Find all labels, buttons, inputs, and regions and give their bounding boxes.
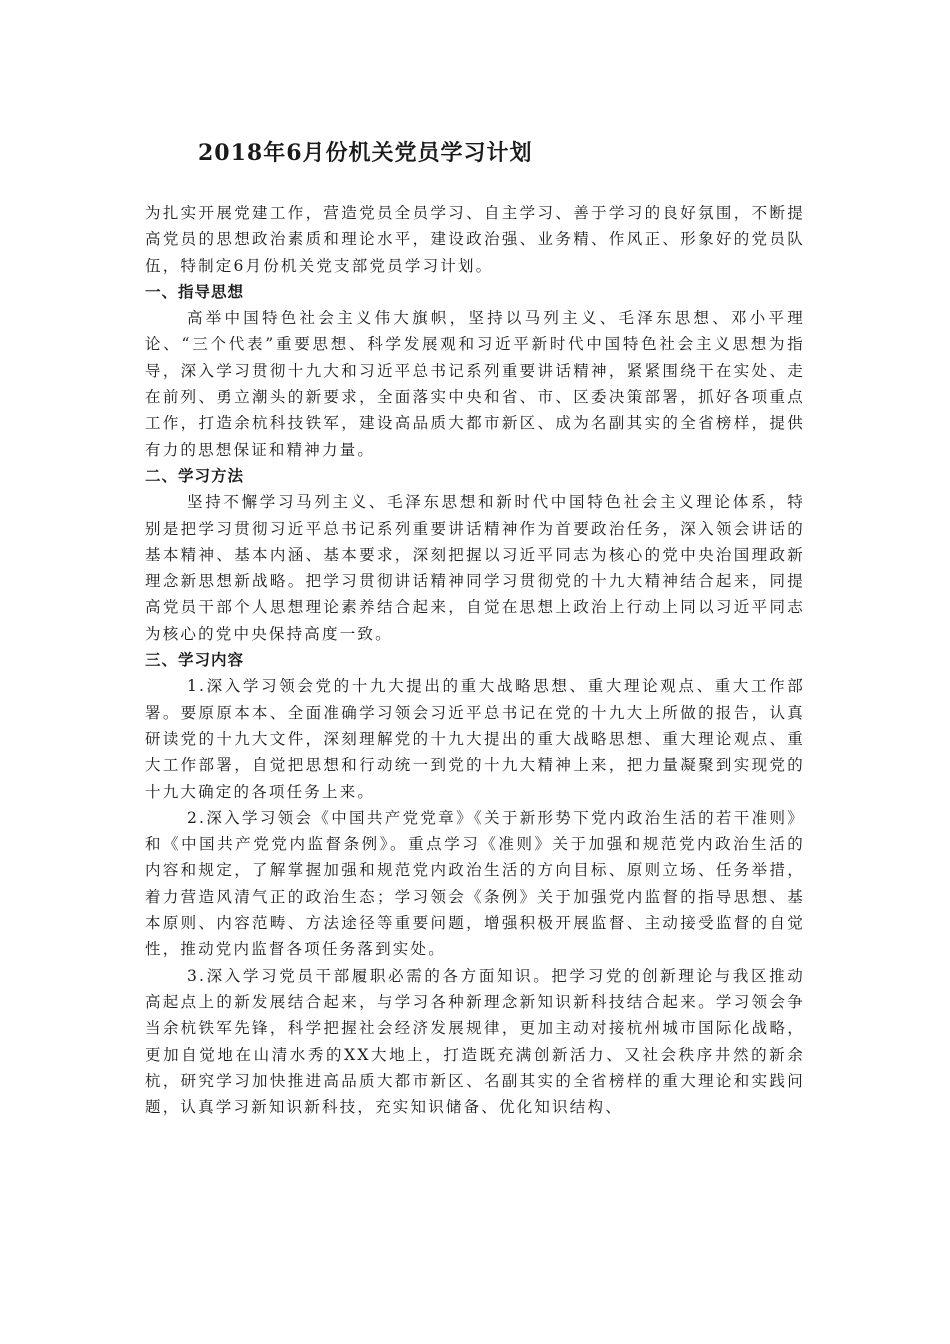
section-heading: 一、指导思想 [145,282,245,301]
section-paragraph: 3.深入学习党员干部履职必需的各方面知识。把学习党的创新理论与我区推动高起点上的新发展结合起来，与学习各种新理念新知识新科技结合起来。学习领会争当余杭铁军先锋，科学把握社会经济发展规律，更加主动对接杭州城市国际化战略，更加自觉地在山清水秀的XX大地上，打造既充满创新活力、又社会秩序井然的新余杭，研究学习加快推进高品质大都市新区、名副其实的全省榜样的重大理论和实践问题，认真学习新知识新科技，充实知识储备、优化知识结构、 [145,966,805,1117]
section-study-content [145,647,805,1120]
document-title: 2018年6月份机关党员学习计划 [198,140,533,166]
section-heading: 三、学习内容 [145,651,245,670]
document-body [145,200,805,1120]
section-guiding-ideology [145,279,805,463]
section-study-method [145,463,805,647]
intro-paragraph: 为扎实开展党建工作，营造党员全员学习、自主学习、善于学习的良好氛围，不断提高党员的思想政治素质和理论水平，建设政治强、业务精、作风正、形象好的党员队伍，特制定6月份机关党支部党员学习计划。 [145,204,805,275]
section-paragraph: 1.深入学习领会党的十九大提出的重大战略思想、重大理论观点、重大工作部署。要原原本本、全面准确学习领会习近平总书记在党的十九大上所做的报告，认真研读党的十九大文件，深刻理解党的十九大提出的重大战略思想、重大理论观点、重大工作部署，自觉把思想和行动统一到党的十九大精神上来，把力量凝聚到实现党的十九大确定的各项任务上来。 [145,677,805,801]
section-paragraph: 坚持不懈学习马列主义、毛泽东思想和新时代中国特色社会主义理论体系，特别是把学习贯彻习近平总书记系列重要讲话精神作为首要政治任务，深入领会讲话的基本精神、基本内涵、基本要求，深刻把握以习近平同志为核心的党中央治国理政新理念新思想新战略。把学习贯彻讲话精神同学习贯彻党的十九大精神结合起来，同提高党员干部个人思想理论素养结合起来，自觉在思想上政治上行动上同以习近平同志为核心的党中央保持高度一致。 [145,493,805,643]
section-paragraph: 2.深入学习领会《中国共产党党章》《关于新形势下党内政治生活的若干准则》和《中国共产党党内监督条例》。重点学习《准则》关于加强和规范党内政治生活的内容和规定，了解掌握加强和规范党内政治生活的方向目标、原则立场、任务举措，着力营造风清气正的政治生态；学习领会《条例》关于加强党内监督的指导思想、基本原则、内容范畴、方法途径等重要问题，增强积极开展监督、主动接受监督的自觉性，推动党内监督各项任务落到实处。 [145,808,805,959]
section-paragraph: 高举中国特色社会主义伟大旗帜，坚持以马列主义、毛泽东思想、邓小平理论、“三个代表”重要思想、科学发展观和习近平新时代中国特色社会主义思想为指导，深入学习贯彻十九大和习近平总书记系列重要讲话精神，紧紧围绕干在实处、走在前列、勇立潮头的新要求，全面落实中央和省、市、区委决策部署，抓好各项重点工作，打造余杭科技铁军，建设高品质大都市新区、成为名副其实的全省榜样，提供有力的思想保证和精神力量。 [145,309,805,459]
section-heading: 二、学习方法 [145,466,245,485]
